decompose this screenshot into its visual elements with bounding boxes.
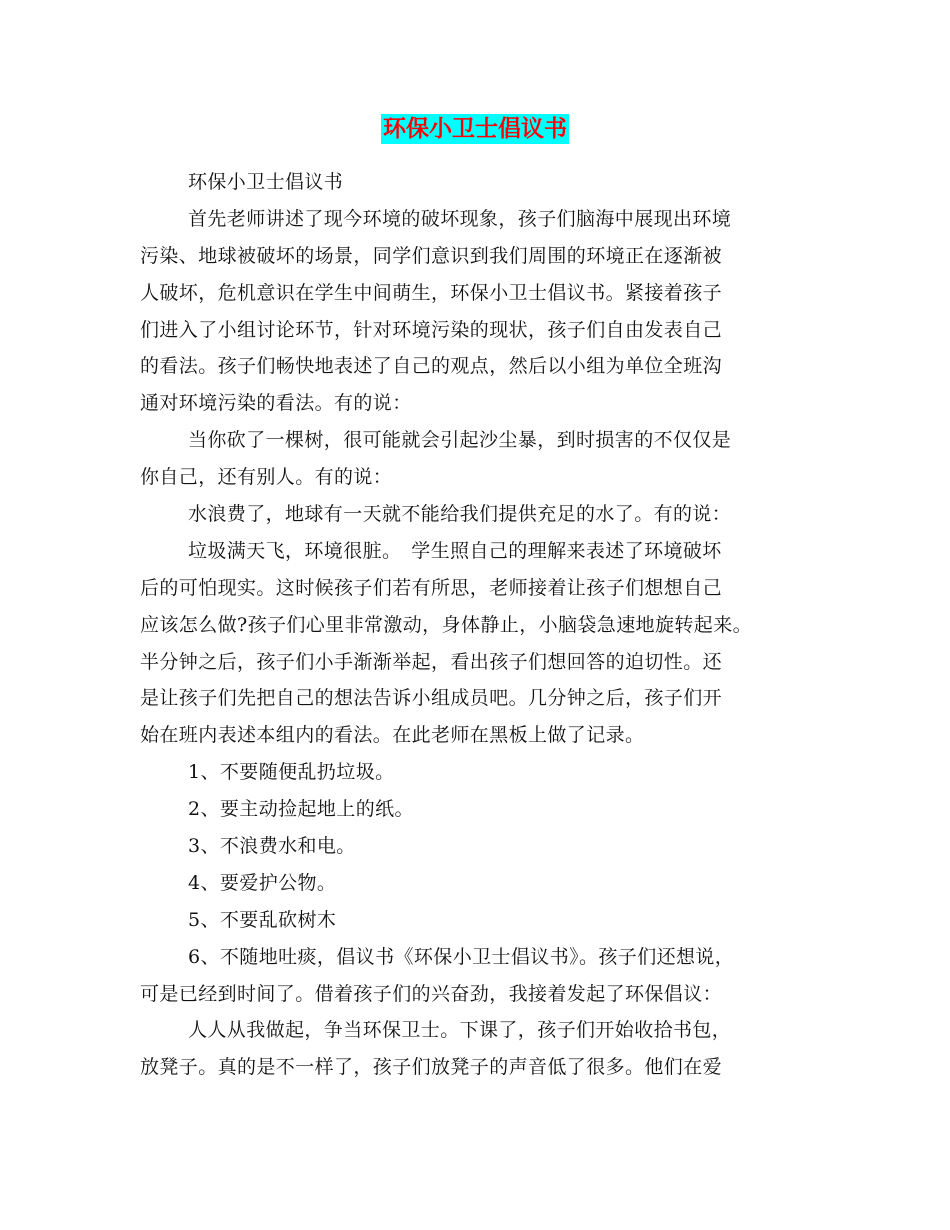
text-line: 污染、地球被破坏的场景，同学们意识到我们周围的环境正在逐渐被 bbox=[140, 244, 723, 267]
text-line: 应该怎么做?孩子们心里非常激动，身体静止，小脑袋急速地旋转起来。 bbox=[140, 613, 752, 636]
text-line: 半分钟之后，孩子们小手渐渐举起，看出孩子们想回答的迫切性。还 bbox=[140, 650, 723, 673]
document-body bbox=[140, 164, 820, 1086]
text-line: 可是已经到时间了。借着孩子们的兴奋劲，我接着发起了环保倡议： bbox=[140, 982, 723, 1005]
text-line: 是让孩子们先把自己的想法告诉小组成员吧。几分钟之后，孩子们开 bbox=[140, 687, 723, 710]
text-line: 垃圾满天飞，环境很脏。 学生照自己的理解来表述了环境破坏 bbox=[188, 539, 722, 562]
text-line: 人破坏，危机意识在学生中间萌生，环保小卫士倡议书。紧接着孩子 bbox=[140, 281, 723, 304]
text-line: 人人从我做起，争当环保卫士。下课了，孩子们开始收拾书包， bbox=[188, 1019, 732, 1042]
text-line: 4、要爱护公物。 bbox=[188, 871, 337, 894]
text-line: 通对环境污染的看法。有的说： bbox=[140, 392, 412, 415]
text-line: 放凳子。真的是不一样了，孩子们放凳子的声音低了很多。他们在爱 bbox=[140, 1056, 723, 1079]
text-line: 当你砍了一棵树，很可能就会引起沙尘暴，到时损害的不仅仅是 bbox=[188, 429, 732, 452]
text-line: 6、不随地吐痰，倡议书《环保小卫士倡议书》。孩子们还想说， bbox=[188, 945, 735, 968]
text-line: 2、要主动捡起地上的纸。 bbox=[188, 798, 414, 821]
text-line: 1、不要随便乱扔垃圾。 bbox=[188, 761, 395, 784]
text-line: 环保小卫士倡议书 bbox=[188, 171, 344, 193]
text-line: 你自己，还有别人。有的说： bbox=[140, 466, 393, 489]
text-line: 们进入了小组讨论环节，针对环境污染的现状，孩子们自由发表自己 bbox=[140, 318, 723, 341]
text-line: 3、不浪费水和电。 bbox=[188, 835, 356, 858]
text-line: 水浪费了，地球有一天就不能给我们提供充足的水了。有的说： bbox=[188, 503, 732, 526]
document-title: 环保小卫士倡议书 bbox=[383, 116, 567, 142]
text-line: 后的可怕现实。这时候孩子们若有所思，老师接着让孩子们想想自己 bbox=[140, 576, 723, 599]
title-container bbox=[0, 114, 950, 144]
text-line: 的看法。孩子们畅快地表述了自己的观点，然后以小组为单位全班沟 bbox=[140, 355, 723, 378]
text-line: 首先老师讲述了现今环境的破坏现象，孩子们脑海中展现出环境 bbox=[188, 207, 732, 230]
text-line: 5、不要乱砍树木 bbox=[188, 908, 337, 931]
text-line: 始在班内表述本组内的看法。在此老师在黑板上做了记录。 bbox=[140, 724, 645, 747]
